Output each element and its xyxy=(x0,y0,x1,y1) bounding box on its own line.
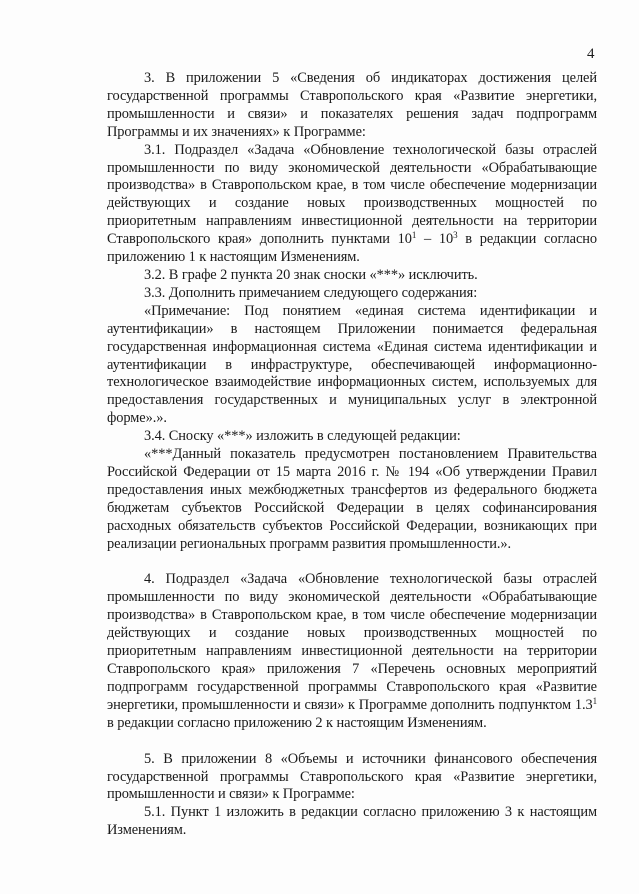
superscript: 1 xyxy=(411,230,417,241)
paragraph-5-1: 5.1. Пункт 1 изложить в редакции согласно приложению 3 к настоящим Изменениям. xyxy=(107,804,597,839)
paragraph-3-3: 3.3. Дополнить примечанием следующего содержания: xyxy=(144,284,478,301)
paragraph-3-1-text-end: в редакции согласно приложению 1 к настоящим Изменениям. xyxy=(107,231,597,266)
footnote-paragraph: «***Данный показатель предусмотрен постановлением Правительства Российской Федерации от 15 марта 2016 г. № 194 «Об утверждении Правил предоставления иных межбюджетных трансфертов из федерального бюджета бюджетам субъектов Российской Федерации в целях софинансирования расходных обязательств субъектов Российской Федерации, возникающих при реализации региональных программ развития промышленности.». xyxy=(107,446,597,552)
paragraph-3-1 xyxy=(107,142,597,267)
paragraph-3-1-text-cont: – 10 xyxy=(416,231,454,248)
paragraph-5: 5. В приложении 8 «Объемы и источники финансового обеспечения государственной программы Ставропольского края «Развитие энергетики, промышленности и связи» к Программе: xyxy=(107,750,597,803)
superscript: 3 xyxy=(453,230,458,241)
document-body xyxy=(107,70,597,840)
paragraph-3-4: 3.4. Сноску «***» изложить в следующей редакции: xyxy=(144,428,461,445)
paragraph-4-text: 4. Подраздел «Задача «Обновление технологической базы отраслей промышленности по виду экономической деятельности «Обрабатывающие производства» в Ставропольском крае, в том числе обеспечение модернизации действующих и создание новых производственных мощностей по приоритетным направлениям инвестиционной деятельности на территории Ставропольского края» приложения 7 «Перечень основных мероприятий подпрограмм государственной программы Ставропольского края «Развитие энергетики, промышленности и связи» к Программе дополнить подпунктом 1.3 xyxy=(107,571,597,713)
paragraph-3: 3. В приложении 5 «Сведения об индикаторах достижения целей государственной программы Ставропольского края «Развитие энергетики, промышленности и связи» и показателях решения задач подпрограмм Программы и их значениях» к Программе: xyxy=(107,70,597,140)
page-number: 4 xyxy=(587,46,595,62)
paragraph-3-2: 3.2. В графе 2 пункта 20 знак сноски «***» исключить. xyxy=(144,266,478,283)
paragraph-gap xyxy=(107,733,597,751)
note-paragraph: «Примечание: Под понятием «единая система идентификации и аутентификации» в настоящем Приложении понимается федеральная государственная информационная система «Единая система идентификации и аутентификации в инфраструктуре, обеспечивающей информационно-технологическое взаимодействие информационных систем, используемых для предоставления государственных и муниципальных услуг в электронной форме».». xyxy=(107,302,597,427)
superscript: 1 xyxy=(592,695,597,706)
paragraph-3-1-text: 3.1. Подраздел «Задача «Обновление технологической базы отраслей промышленности по виду экономической деятельности «Обрабатывающие производства» в Ставропольском крае, в том числе обеспечение модернизации действующих и создание новых производственных мощностей по приоритетным направлениям инвестиционной деятельности на территории Ставропольского края» дополнить пунктами 10 xyxy=(107,141,597,248)
paragraph-4 xyxy=(107,571,597,732)
paragraph-gap xyxy=(107,553,597,571)
paragraph-4-text-end: в редакции согласно приложению 2 к настоящим Изменениям. xyxy=(107,714,487,731)
